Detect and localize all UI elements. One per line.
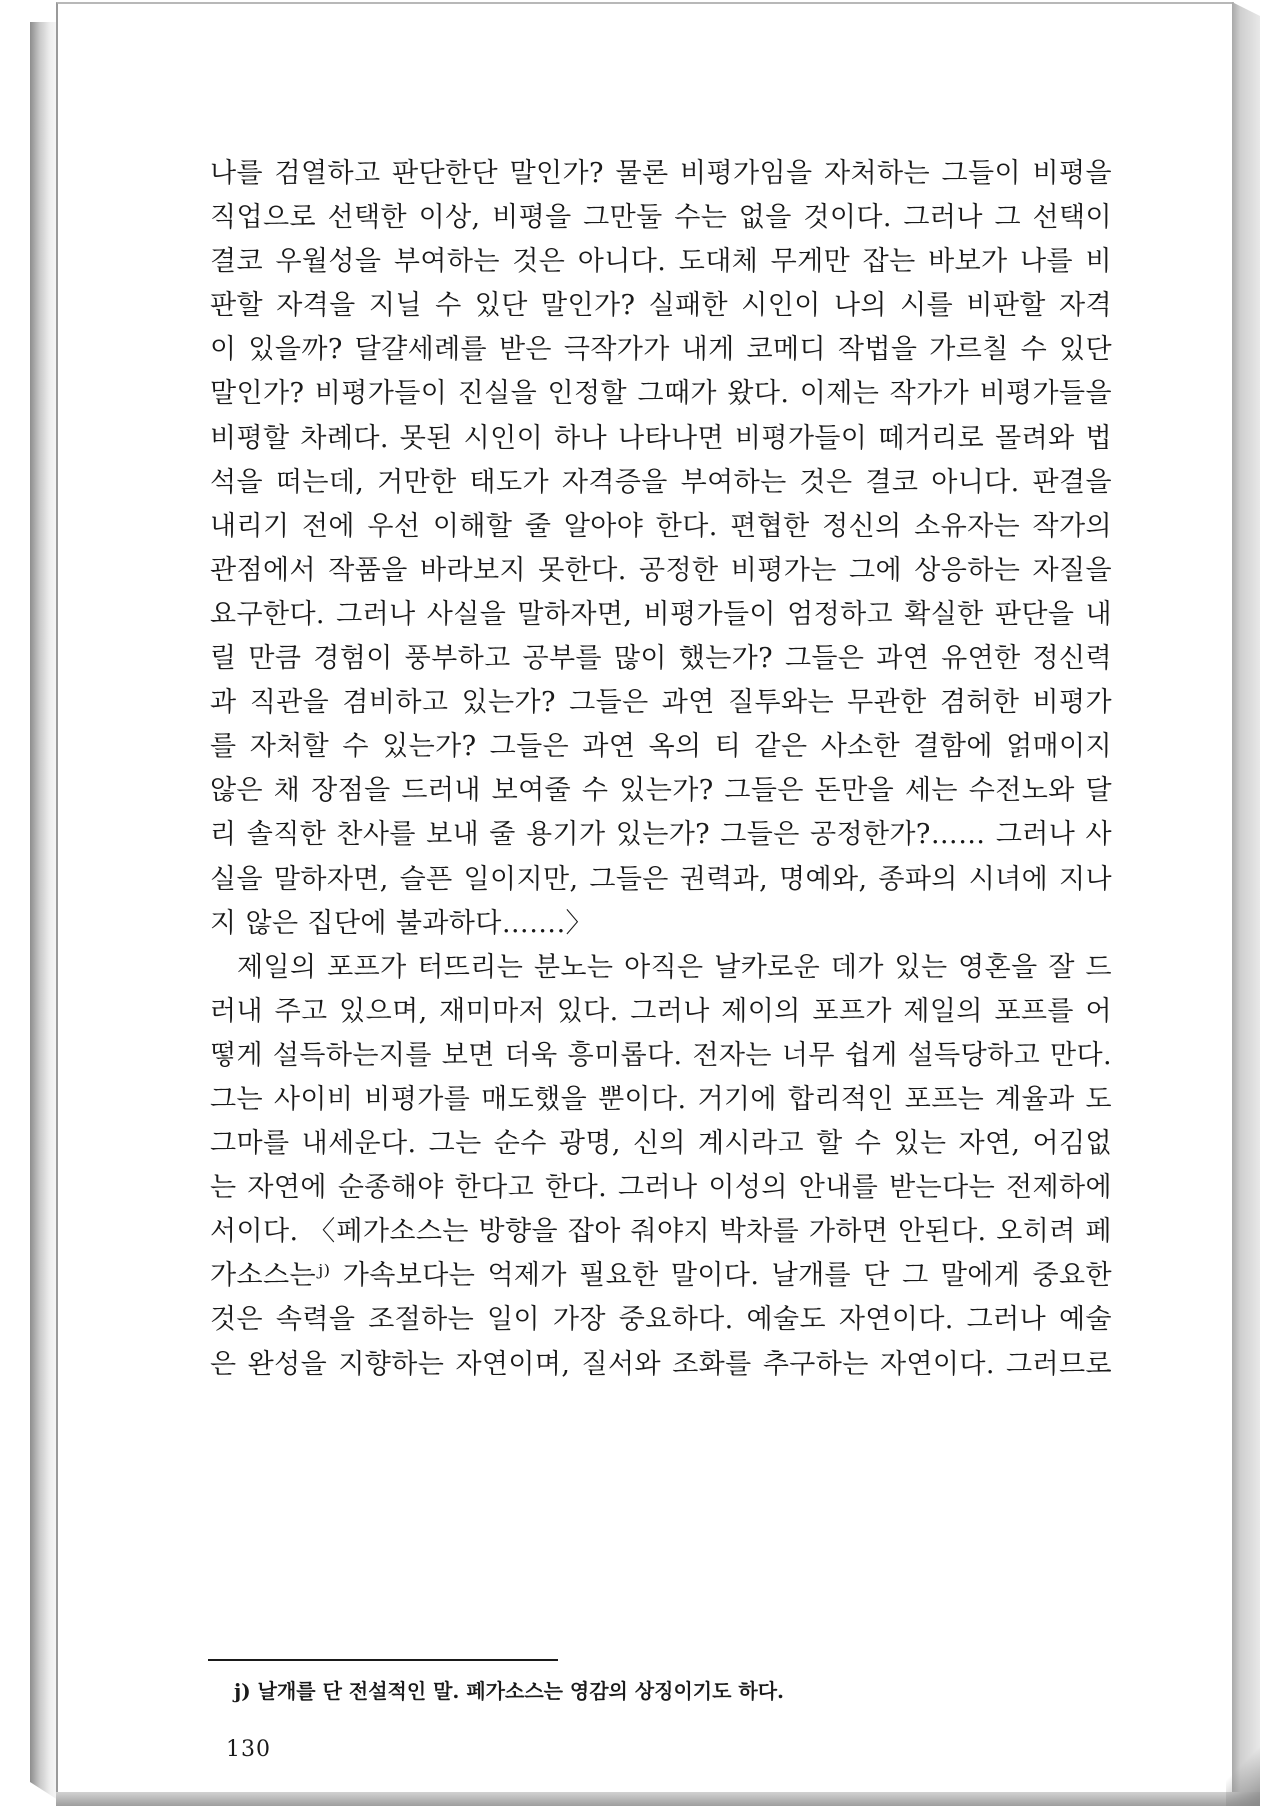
page-corner-shadow (1226, 1740, 1260, 1806)
page-stack-right-edge (1232, 2, 1260, 1792)
text-line: 과 직관을 겸비하고 있는가? 그들은 과연 질투와는 무관한 겸허한 비평가 (210, 687, 1112, 719)
text-line: 말인가? 비평가들이 진실을 인정할 그때가 왔다. 이제는 작가가 비평가들을 (210, 378, 1112, 410)
text-line: 나를 검열하고 판단한단 말인가? 물론 비평가임을 자처하는 그들이 비평을 (210, 158, 1112, 189)
text-line: 요구한다. 그러나 사실을 말하자면, 비평가들이 엄정하고 확실한 판단을 내 (210, 598, 1112, 630)
text-line: 직업으로 선택한 이상, 비평을 그만둘 수는 없을 것이다. 그러나 그 선택이 (210, 202, 1112, 234)
text-line: 러내 주고 있으며, 재미마저 있다. 그러나 제이의 포프가 제일의 포프를 어 (210, 995, 1112, 1027)
text-line: 판할 자격을 지닐 수 있단 말인가? 실패한 시인이 나의 시를 비판할 자격 (210, 290, 1112, 322)
text-line: 이 있을까? 달걀세례를 받은 극작가가 내게 코메디 작법을 가르칠 수 있단 (210, 334, 1112, 366)
text-line: 리 솔직한 찬사를 보내 줄 용기가 있는가? 그들은 공정한가?…… 그러나 사 (210, 819, 1112, 851)
text-line: 관점에서 작품을 바라보지 못한다. 공정한 비평가는 그에 상응하는 자질을 (210, 554, 1112, 586)
page-stack-bottom-edge (56, 1792, 1260, 1806)
footnote: j) 날개를 단 전설적인 말. 페가소스는 영감의 상징이기도 하다. (234, 1679, 785, 1703)
paragraph-first-line: 제일의 포프가 터뜨리는 분노는 아직은 날카로운 데가 있는 영혼을 잘 드 (237, 951, 1112, 983)
text-line: 결코 우월성을 부여하는 것은 아니다. 도대체 무게만 잡는 바보가 나를 비 (210, 246, 1112, 278)
page-stack-left-edge (30, 22, 58, 1800)
text-line: 를 자처할 수 있는가? 그들은 과연 옥의 티 같은 사소한 결함에 얽매이지 (210, 731, 1112, 763)
text-line: 그는 사이비 비평가를 매도했을 뿐이다. 거기에 합리적인 포프는 계율과 도 (210, 1083, 1112, 1115)
text-line: 것은 속력을 조절하는 일이 가장 중요하다. 예술도 자연이다. 그러나 예술 (210, 1304, 1112, 1336)
text-line: 는 자연에 순종해야 한다고 한다. 그러나 이성의 안내를 받는다는 전제하에 (210, 1172, 1112, 1204)
text-line: 지 않은 집단에 불과하다…….〉 (210, 907, 593, 939)
text-line: 그마를 내세운다. 그는 순수 광명, 신의 계시라고 할 수 있는 자연, 어김없 (210, 1128, 1112, 1160)
text-line: 가소스는ʲ⁾ 가속보다는 억제가 필요한 말이다. 날개를 단 그 말에게 중요한 (210, 1260, 1112, 1292)
text-line: 떻게 설득하는지를 보면 더욱 흥미롭다. 전자는 너무 쉽게 설득당하고 만다. (210, 1039, 1112, 1071)
text-line: 내리기 전에 우선 이해할 줄 알아야 한다. 편협한 정신의 소유자는 작가의 (210, 510, 1112, 542)
body-text (210, 152, 1112, 1387)
page-number: 130 (226, 1737, 271, 1762)
text-line: 서이다. 〈페가소스는 방향을 잡아 줘야지 박차를 가하면 안된다. 오히려 페 (210, 1216, 1112, 1248)
text-line: 비평할 차례다. 못된 시인이 하나 나타나면 비평가들이 떼거리로 몰려와 법 (210, 422, 1112, 454)
footnote-divider (208, 1659, 558, 1661)
text-line: 은 완성을 지향하는 자연이며, 질서와 조화를 추구하는 자연이다. 그러므로 (210, 1348, 1112, 1380)
text-line: 실을 말하자면, 슬픈 일이지만, 그들은 권력과, 명예와, 종파의 시녀에 지나 (210, 863, 1112, 895)
text-line: 않은 채 장점을 드러내 보여줄 수 있는가? 그들은 돈만을 세는 수전노와 달 (210, 775, 1112, 807)
text-line: 석을 떠는데, 거만한 태도가 자격증을 부여하는 것은 결코 아니다. 판결을 (210, 466, 1112, 498)
text-line: 릴 만큼 경험이 풍부하고 공부를 많이 했는가? 그들은 과연 유연한 정신력 (210, 643, 1112, 675)
